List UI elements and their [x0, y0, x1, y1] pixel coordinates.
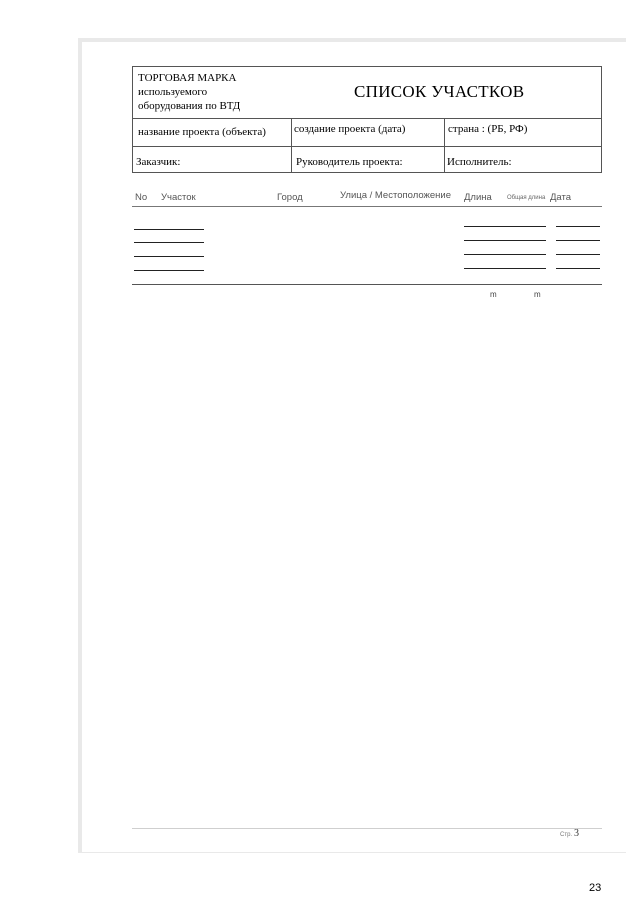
project-name-label: название проекта (объекта) — [138, 126, 266, 138]
blank-line — [464, 268, 546, 269]
col-total-length: Общая длина — [507, 195, 546, 201]
col-section: Участок — [161, 192, 196, 203]
brand-line-2: используемого — [138, 86, 208, 98]
blank-line — [134, 242, 204, 243]
blank-line — [464, 254, 546, 255]
customer-label: Заказчик: — [136, 156, 181, 168]
brand-line-3: оборудования по ВТД — [138, 100, 241, 112]
footer-rule — [132, 828, 602, 829]
total-length-unit: m — [534, 290, 541, 299]
brand-line-1: ТОРГОВАЯ МАРКА — [138, 72, 237, 84]
document-page — [82, 42, 628, 852]
col-date: Дата — [550, 192, 572, 203]
header-divider-2 — [132, 146, 602, 147]
country-label: страна : (РБ, РФ) — [448, 123, 528, 135]
blank-line — [464, 226, 546, 227]
header-divider-1 — [132, 118, 602, 119]
col-street: Улица / Местоположение — [340, 190, 451, 201]
length-unit: m — [490, 290, 497, 299]
document-title: СПИСОК УЧАСТКОВ — [354, 82, 525, 101]
header-col-divider-1 — [291, 118, 292, 173]
project-manager-label: Руководитель проекта: — [296, 156, 403, 168]
blank-line — [134, 270, 204, 271]
project-created-label: создание проекта (дата) — [294, 123, 406, 135]
blank-line — [464, 240, 546, 241]
header-col-divider-2 — [444, 118, 445, 173]
sheet-number: 23 — [589, 882, 602, 894]
blank-line — [134, 229, 204, 230]
blank-line — [134, 256, 204, 257]
executor-label: Исполнитель: — [447, 156, 512, 168]
blank-line — [556, 240, 600, 241]
blank-line — [556, 268, 600, 269]
page-number: 3 — [574, 828, 579, 839]
page-label: Стр. — [560, 832, 573, 838]
table-bottom-rule — [132, 284, 602, 285]
blank-line — [556, 226, 600, 227]
blank-line — [556, 254, 600, 255]
column-header-rule — [132, 206, 602, 207]
col-length: Длина — [464, 192, 492, 203]
col-no: No — [135, 192, 148, 203]
col-city: Город — [277, 192, 303, 203]
